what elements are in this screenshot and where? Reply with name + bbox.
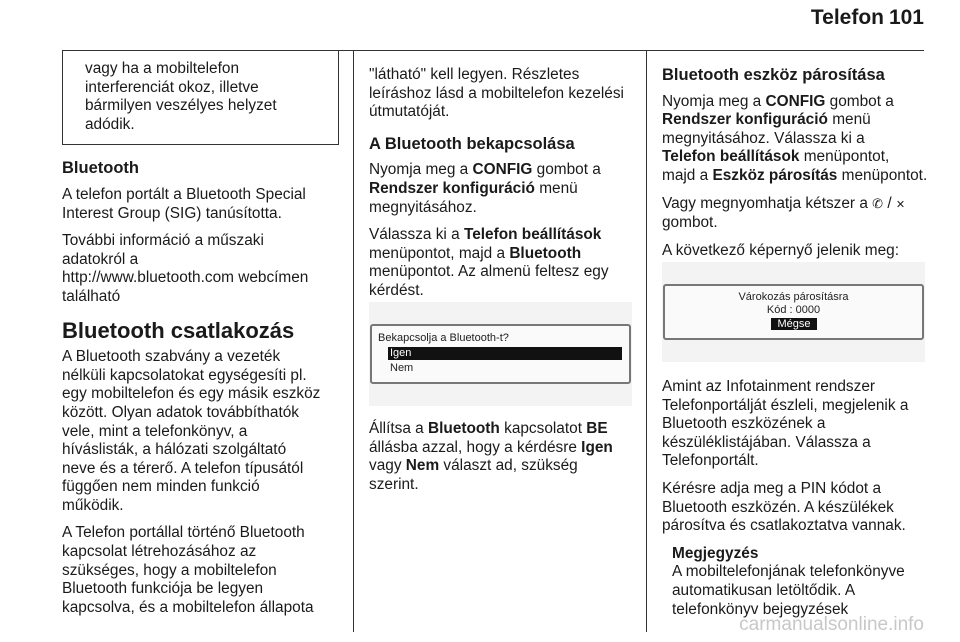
connection-paragraph-1: A Bluetooth szabvány a vezeték nélküli kapcsolatokat egységesíti pl. egy mobiltelefon és egy másik eszköz között. Olyan adatok továbbíthatók vele, mint a telefonkönyv, a híváslisták, a hálózati szolgáltató neve és a térerő. A telefon típusától függően nem minden funkció működik. [62,348,321,514]
screen-option-yes: Igen [388,347,622,360]
connection-paragraph-2: A Telefon portállal történő Bluetooth kapcsolat létrehozásához az szükséges, hogy a mobiltelefon Bluetooth funkciója be legyen kapcsolva, és a mobiltelefon állapota [62,524,314,616]
enable-paragraph-1: Nyomja meg a CONFIG gombot a Rendszer konfiguráció menü megnyitásához. [369,161,601,216]
pairing-paragraph-5: Kérésre adja meg a PIN kódot a Bluetooth eszközén. A készülékek párosítva és csatlakoztatva vannak. [662,479,906,535]
watermark: carmanualsonline.info [739,614,924,635]
bluetooth-paragraph-2: További információ a műszaki adatokról a http://www.bluetooth.com webcímen található [62,232,309,305]
warning-box [62,50,339,145]
bluetooth-question-screenshot [369,302,632,406]
page-header-title: Telefon [810,6,884,29]
column-3 [662,66,932,269]
note-block [662,545,937,619]
column-1 [62,50,339,626]
pairing-cancel-button: Mégse [771,318,817,330]
note-heading: Megjegyzés [672,544,759,562]
bluetooth-paragraph-1: A telefon portált a Bluetooth Special Interest Group (SIG) tanúsította. [62,185,306,222]
bluetooth-url-text: http://www.bluetooth.com webcímen [62,269,309,287]
column-divider-2 [646,50,647,632]
phone-icon: ✆ [872,195,884,211]
pairing-paragraph-4: Amint az Infotainment rendszer Telefonportálját észleli, megjelenik a Bluetooth eszközének a készüléklistájában. Válassza a Telefonportált. [662,378,909,470]
pairing-paragraph-1: Nyomja meg a CONFIG gombot a Rendszer konfiguráció menü megnyitásához. Válassza ki a Telefon beállítások menüpontot, majd a Eszköz párosítás menüpontot. [662,92,928,184]
pairing-screenshot [662,262,925,362]
screen-option-no: Nem [390,362,414,374]
bluetooth-heading: Bluetooth [62,159,139,178]
mute-icon: ✕ [895,198,906,211]
pairing-code-text: Kód : 0000 [766,304,821,316]
column-divider-1 [353,50,354,632]
note-text: A mobiltelefonjának telefonkönyve automatikusan letöltődik. A telefonkönyv bejegyzések [672,563,905,618]
pairing-wait-text: Várokozás párosításra [738,291,849,303]
warning-line: interferenciát okoz, illetve [85,78,259,96]
warning-line: bármilyen veszélyes helyzet [85,97,277,115]
warning-line: adódik. [85,115,135,133]
pairing-heading: Bluetooth eszköz párosítása [662,66,885,84]
enable-paragraph-3: Állítsa a Bluetooth kapcsolatot BE állásba azzal, hogy a kérdésre Igen vagy Nem választ ad, szükség szerint. [369,420,613,493]
visibility-paragraph: "látható" kell legyen. Részletes leíráshoz lásd a mobiltelefon kezelési útmutatóját. [369,66,624,121]
column-2-bottom [369,420,641,503]
column-2 [369,66,641,310]
enable-paragraph-2: Válassza ki a Telefon beállítások menüpontot, majd a Bluetooth menüpontot. Az almenü feltesz egy kérdést. [369,226,609,299]
bluetooth-connection-heading: Bluetooth csatlakozás [62,317,295,343]
bluetooth-enable-heading: A Bluetooth bekapcsolása [369,134,575,153]
screen-question-text: Bekapcsolja a Bluetooth-t? [378,332,509,344]
warning-line: vagy ha a mobiltelefon [85,60,240,77]
pairing-screen-display [663,284,924,340]
screen-display [370,324,631,384]
pairing-paragraph-2: Vagy megnyomhatja kétszer a ✆ / ✕ gombot. [662,194,906,232]
pairing-paragraph-3: A következő képernyő jelenik meg: [662,241,899,259]
column-3-bottom [662,378,937,619]
page-number: 101 [888,6,924,29]
